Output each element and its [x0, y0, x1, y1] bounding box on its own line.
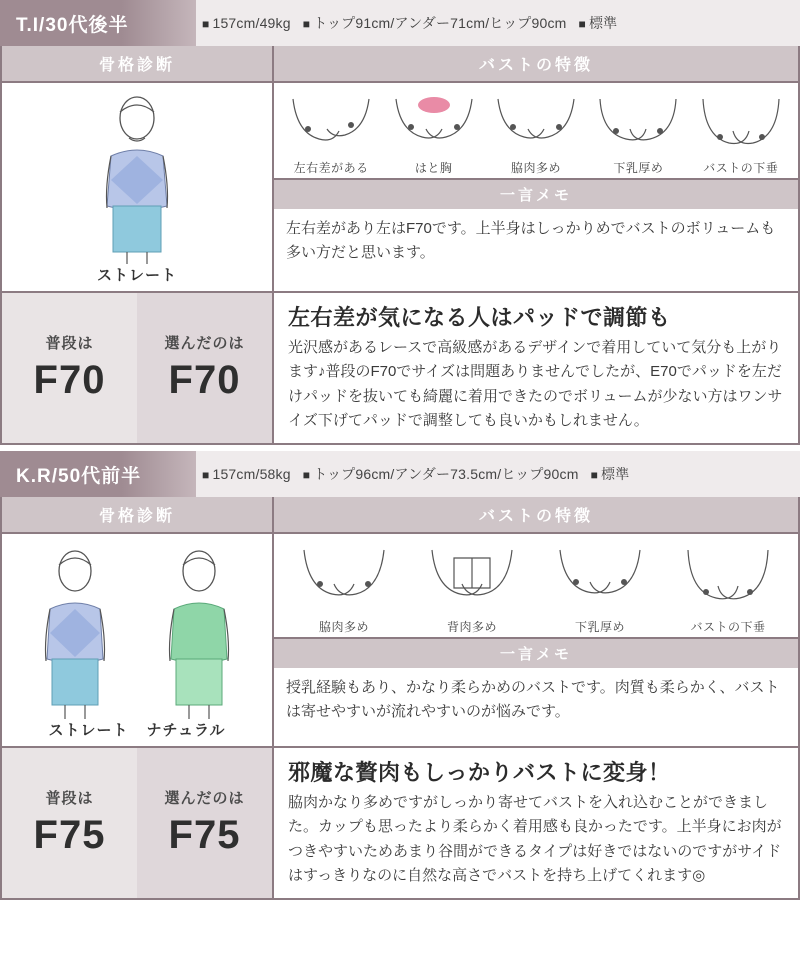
block2-breast-label-2: 下乳厚め: [574, 620, 625, 635]
block2-bottom: [0, 746, 800, 900]
breast-shape-icon: [697, 93, 785, 155]
block1-breast-label-4: バストの下垂: [703, 161, 779, 175]
block1-breast-4: [697, 93, 785, 176]
block2-chosen-size: [137, 748, 272, 898]
block1-comment: [274, 293, 798, 443]
block1-chosen-value: F70: [168, 357, 241, 402]
block2-breast-3: [680, 544, 776, 635]
breast-shape-icon: [296, 544, 392, 614]
block1-col1-header: 骨格診断: [2, 46, 274, 81]
body-figure-natural-icon: [140, 547, 258, 719]
block2-breast-0: [296, 544, 392, 635]
block1-memo-body: 左右差があり左はF70です。上半身はしっかりめでバストのボリュームも多い方だと思います。: [286, 220, 776, 262]
block1-col2-header: バストの特徴: [274, 46, 798, 81]
block2-usual-size: [2, 748, 137, 898]
block2-chosen-label: 選んだのは: [164, 789, 245, 807]
block1-spec-0: ■ 157cm/49kg: [202, 15, 291, 31]
block2-figures: [16, 541, 258, 719]
square-bullet-icon: ■: [302, 468, 311, 483]
breast-shape-icon: [680, 544, 776, 614]
review-block-2: [0, 451, 800, 900]
block2-col1-header: 骨格診断: [2, 497, 274, 532]
block1-breast-1: [390, 93, 478, 176]
block1-breast-label-0: 左右差がある: [293, 161, 369, 175]
block1-body-type-cell: [2, 83, 274, 291]
block2-body: [0, 532, 800, 746]
block2-comment: [274, 748, 798, 898]
breast-shape-icon: [390, 93, 478, 155]
block2-body-type-cell: [2, 534, 274, 746]
block1-comment-title: 左右差が気になる人はパッドで調節も: [288, 305, 671, 330]
square-bullet-icon: ■: [302, 17, 311, 31]
block1-usual-label: 普段は: [45, 334, 94, 352]
block2-specs: [196, 451, 800, 497]
block2-breast-list: [274, 534, 798, 637]
block1-breast-label-2: 脇肉多め: [510, 161, 561, 175]
breast-shape-icon: [552, 544, 648, 614]
breast-shape-icon: [287, 93, 375, 155]
block2-breast-label-1: 背肉多め: [446, 620, 497, 635]
block1-usual-value: F70: [33, 357, 106, 402]
square-bullet-icon: ■: [578, 17, 586, 31]
square-bullet-icon: ■: [202, 17, 210, 31]
block2-figure-labels: [48, 719, 225, 740]
block2-body-type-0: ストレート: [48, 722, 129, 740]
block2-memo-body: 授乳経験もあり、かなり柔らかめのバストです。肉質も柔らかく、バストは寄せやすいが流れやすいのが悩みです。: [286, 679, 780, 721]
block2-column-headers: [0, 497, 800, 532]
block1-reviewer-name: T.I/30代後半: [0, 0, 196, 46]
block2-breast-2: [552, 544, 648, 635]
block1-breast-cell: [274, 83, 798, 291]
block1-figures: [77, 88, 197, 264]
block2-breast-label-0: 脇肉多め: [318, 620, 369, 635]
breast-shape-icon: [492, 93, 580, 155]
block2-usual-label: 普段は: [45, 789, 94, 807]
block1-breast-3: [594, 93, 682, 176]
review-block-1: [0, 0, 800, 445]
block1-specs: [196, 0, 800, 46]
block1-spec-1: ■ トップ91cm/アンダー71cm/ヒップ90cm: [302, 15, 567, 31]
block2-usual-value: F75: [33, 812, 106, 857]
body-figure-straight-icon: [77, 94, 197, 264]
block2-chosen-value: F75: [168, 812, 241, 857]
block1-header: [0, 0, 800, 46]
block1-breast-label-3: 下乳厚め: [613, 161, 664, 175]
block2-sizes: [2, 748, 274, 898]
block1-body-type-0: ストレート: [96, 267, 177, 284]
block2-col2-header: バストの特徴: [274, 497, 798, 532]
block2-comment-body: 脇肉かなり多めですがしっかり寄せてバストを入れ込むことができました。カップも思ったより柔らかく着用感も良かったです。上半身にお肉がつきやすいためあまり谷間ができるタイプは好きではないのですがサイドはすっきりなのに自然な高さでバストを持ち上げてくれます◎: [288, 794, 782, 885]
block2-comment-title: 邪魔な贅肉もしっかりバストに変身！: [288, 760, 671, 786]
block2-spec-0: ■ 157cm/58kg: [202, 466, 291, 483]
block2-breast-label-3: バストの下垂: [690, 620, 766, 635]
block1-body: [0, 81, 800, 291]
breast-shape-back-icon: [424, 544, 520, 614]
block1-breast-list: [274, 83, 798, 178]
block1-breast-0: [287, 93, 375, 176]
block1-figure-labels: [97, 264, 177, 285]
block1-spec-2: ■ 標準: [578, 15, 618, 31]
body-figure-straight-icon: [16, 547, 134, 719]
block2-header: [0, 451, 800, 497]
block1-chosen-size: [137, 293, 272, 443]
block2-breast-1: [424, 544, 520, 635]
block1-breast-label-1: はと胸: [414, 161, 453, 175]
block2-memo-header: 一言メモ: [274, 637, 798, 668]
square-bullet-icon: ■: [590, 468, 599, 483]
block1-usual-size: [2, 293, 137, 443]
breast-shape-icon: [594, 93, 682, 155]
block1-chosen-label: 選んだのは: [164, 334, 245, 352]
block2-spec-2: ■ 標準: [590, 466, 630, 483]
block1-memo-header: 一言メモ: [274, 178, 798, 209]
block1-breast-2: [492, 93, 580, 176]
block1-comment-body: 光沢感があるレースで高級感があるデザインで着用していて気分も上がります♪普段のF70でサイズは問題ありませんでしたが、E70でパッドを左だけパッドを抜いても綺麗に着用できたのでボリュームが少ない方はワンサイズ下げてパッドで調整しても良いかもしれません。: [288, 339, 783, 429]
square-bullet-icon: ■: [202, 468, 210, 483]
block2-body-type-1: ナチュラル: [146, 722, 226, 740]
block2-breast-cell: [274, 534, 798, 746]
block1-bottom: [0, 291, 800, 445]
block2-spec-1: ■ トップ96cm/アンダー73.5cm/ヒップ90cm: [302, 466, 579, 483]
block1-sizes: [2, 293, 274, 443]
block2-reviewer-name: K.R/50代前半: [0, 451, 196, 497]
block1-column-headers: [0, 46, 800, 81]
